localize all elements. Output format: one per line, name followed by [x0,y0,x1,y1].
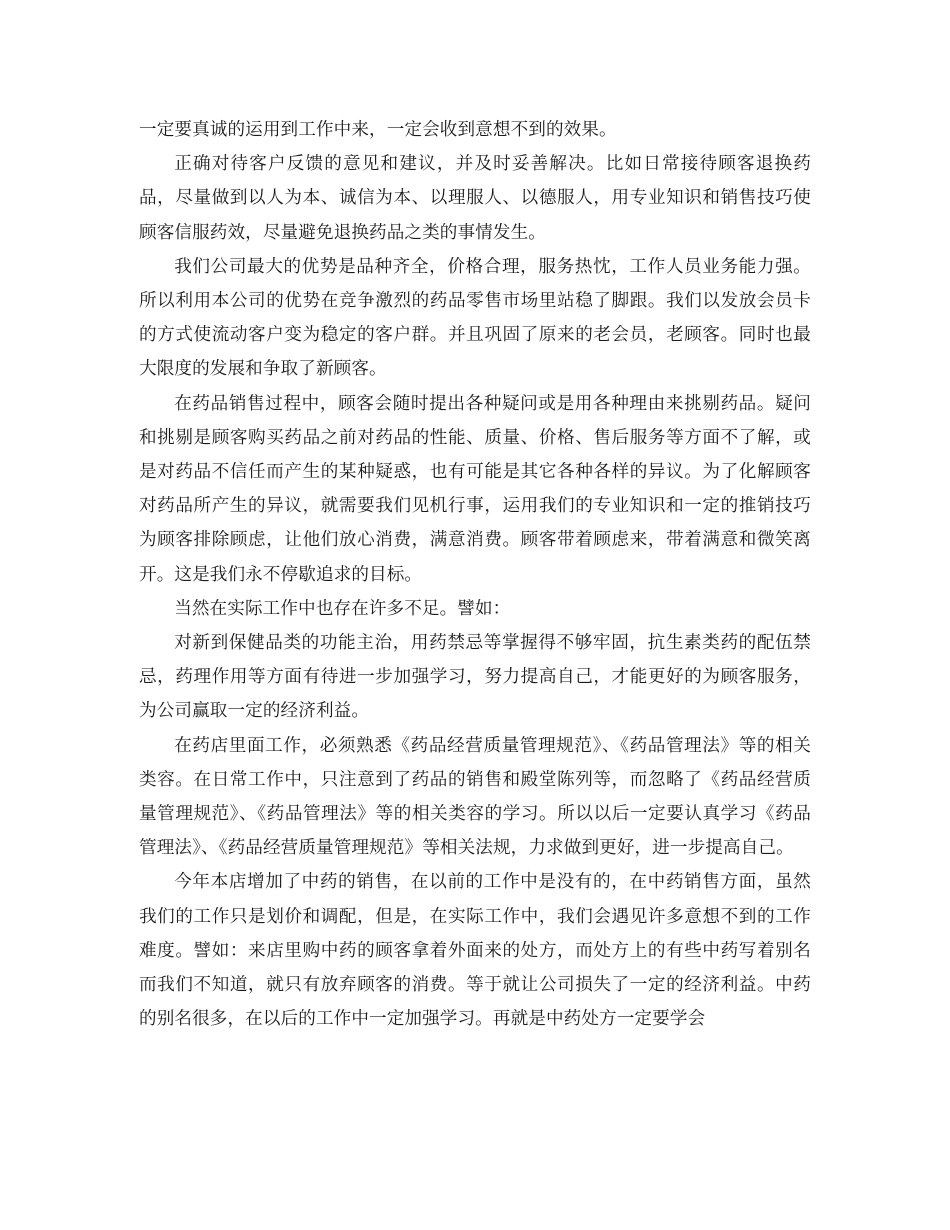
paragraph-3: 我们公司最大的优势是品种齐全，价格合理，服务热忱，工作人员业务能力强。所以利用本公司的优势在竞争激烈的药品零售市场里站稳了脚跟。我们以发放会员卡的方式使流动客户变为稳定的客户群。并且巩固了原来的老会员，老顾客。同时也最大限度的发展和争取了新顾客。 [139,256,811,380]
paragraph-4: 在药品销售过程中，顾客会随时提出各种疑问或是用各种理由来挑剔药品。疑问和挑剔是顾客购买药品之前对药品的性能、质量、价格、售后服务等方面不了解，或是对药品不信任而产生的某种疑惑，也有可能是其它各种各样的异议。为了化解顾客对药品所产生的异议，就需要我们见机行事，运用我们的专业知识和一定的推销技巧为顾客排除顾虑，让他们放心消费，满意消费。顾客带着顾虑来，带着满意和微笑离开。这是我们永不停歇追求的目标。 [139,393,811,585]
paragraph-6: 对新到保健品类的功能主治，用药禁忌等掌握得不够牢固，抗生素类药的配伍禁忌，药理作用等方面有待进一步加强学习，努力提高自己，才能更好的为顾客服务，为公司赢取一定的经济利益。 [139,633,811,722]
paragraph-7: 在药店里面工作，必须熟悉《药品经营质量管理规范》、《药品管理法》等的相关类容。在日常工作中，只注意到了药品的销售和殿堂陈列等，而忽略了《药品经营质量管理规范》、《药品管理法》等的相关类容的学习。所以以后一定要认真学习《药品管理法》、《药品经营质量管理规范》等相关法规，力求做到更好，进一步提高自己。 [139,735,811,859]
paragraph-5: 当然在实际工作中也存在许多不足。譬如： [174,598,511,619]
paragraph-1: 一定要真诚的运用到工作中来，一定会收到意想不到的效果。 [139,120,617,140]
paragraph-2: 正确对待客户反馈的意见和建议，并及时妥善解决。比如日常接待顾客退换药品，尽量做到以人为本、诚信为本、以理服人、以德服人，用专业知识和销售技巧使顾客信服药效，尽量避免退换药品之类的事情发生。 [139,154,811,243]
paragraph-8: 今年本店增加了中药的销售，在以前的工作中是没有的，在中药销售方面，虽然我们的工作只是划价和调配，但是，在实际工作中，我们会遇见许多意想不到的工作难度。譬如：来店里购中药的顾客拿着外面来的处方，而处方上的有些中药写着别名而我们不知道，就只有放弃顾客的消费。等于就让公司损失了一定的经济利益。中药的别名很多，在以后的工作中一定加强学习。再就是中药处方一定要学会 [139,872,811,1030]
document-body [139,113,811,1036]
